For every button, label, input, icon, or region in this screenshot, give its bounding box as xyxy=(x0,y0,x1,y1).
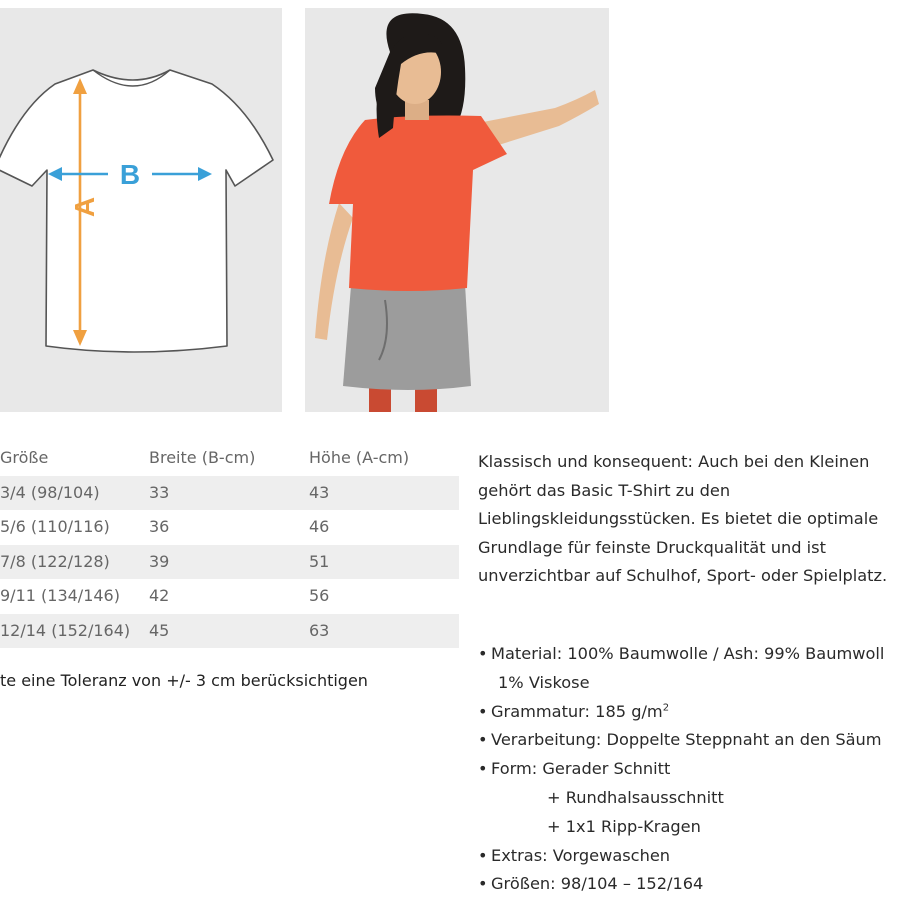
cell-height: 46 xyxy=(309,517,330,536)
product-description xyxy=(478,448,900,591)
description-line: unverzichtbar auf Schulhof, Sport- oder Spielplatz. xyxy=(478,566,888,586)
feature-form-neckline: + Rundhalsausschnitt xyxy=(547,787,724,807)
size-diagram-panel xyxy=(0,8,282,412)
bullet-icon: • xyxy=(478,759,488,779)
cell-width: 42 xyxy=(149,586,170,605)
table-row xyxy=(0,476,459,511)
cell-width: 39 xyxy=(149,551,170,571)
cell-height: 51 xyxy=(309,551,330,571)
table-row xyxy=(0,614,459,649)
tshirt-diagram xyxy=(0,8,282,412)
cell-size: 3/4 (98/104) xyxy=(0,482,100,502)
cell-width: 45 xyxy=(149,620,170,640)
tshirt-outline xyxy=(0,70,273,352)
cell-height: 63 xyxy=(309,620,330,640)
model-photo-panel xyxy=(305,8,609,412)
table-header-row xyxy=(0,441,459,476)
feature-material: • Material: 100% Baumwolle / Ash: 99% Baumwoll xyxy=(478,640,900,669)
feature-extras: • Extras: Vorgewaschen xyxy=(478,842,900,871)
label-b: B xyxy=(119,159,141,190)
cell-height: 43 xyxy=(309,482,330,502)
header-size: Größe xyxy=(0,448,49,467)
cell-size: 9/11 (134/146) xyxy=(0,586,120,605)
bullet-icon: • xyxy=(478,874,488,894)
cell-size: 7/8 (122/128) xyxy=(0,551,110,571)
bullet-icon: • xyxy=(478,644,488,663)
feature-form: • Form: Gerader Schnitt xyxy=(478,755,900,784)
description-line: Grundlage für feinste Druckqualität und ist xyxy=(478,537,826,557)
cell-height: 56 xyxy=(309,586,330,605)
child-model-photo xyxy=(305,8,609,412)
size-table xyxy=(0,441,459,648)
cell-size: 5/6 (110/116) xyxy=(0,517,110,536)
bullet-icon: • xyxy=(478,701,488,721)
feature-sizes: • Größen: 98/104 – 152/164 xyxy=(478,870,900,899)
description-line: Lieblingskleidungsstücken. Es bietet die optimale xyxy=(478,509,879,529)
cell-width: 36 xyxy=(149,517,170,536)
description-line: gehört das Basic T-Shirt zu den xyxy=(478,480,731,500)
cell-width: 33 xyxy=(149,482,170,502)
feature-form-collar: + 1x1 Ripp-Kragen xyxy=(547,816,701,836)
bullet-icon: • xyxy=(478,845,488,865)
feature-verarbeitung: • Verarbeitung: Doppelte Steppnaht an den Säum xyxy=(478,726,900,755)
header-width: Breite (B-cm) xyxy=(149,448,256,467)
description-line: Klassisch und konsequent: Auch bei den Kleinen xyxy=(478,452,870,471)
bullet-icon: • xyxy=(478,730,488,750)
skirt xyxy=(343,284,471,390)
feature-material-continued: 1% Viskose xyxy=(498,672,590,692)
tolerance-note: te eine Toleranz von +/- 3 cm berücksichtigen xyxy=(0,671,368,690)
label-a: A xyxy=(69,196,100,218)
feature-grammatur: • Grammatur: 185 $g/m^2$ xyxy=(478,698,900,727)
cell-size: 12/14 (152/164) xyxy=(0,620,131,640)
orange-tshirt xyxy=(329,116,507,292)
feature-list xyxy=(478,640,900,899)
header-height: Höhe (A-cm) xyxy=(309,448,410,467)
table-row xyxy=(0,510,459,545)
table-row xyxy=(0,545,459,580)
table-row xyxy=(0,579,459,614)
